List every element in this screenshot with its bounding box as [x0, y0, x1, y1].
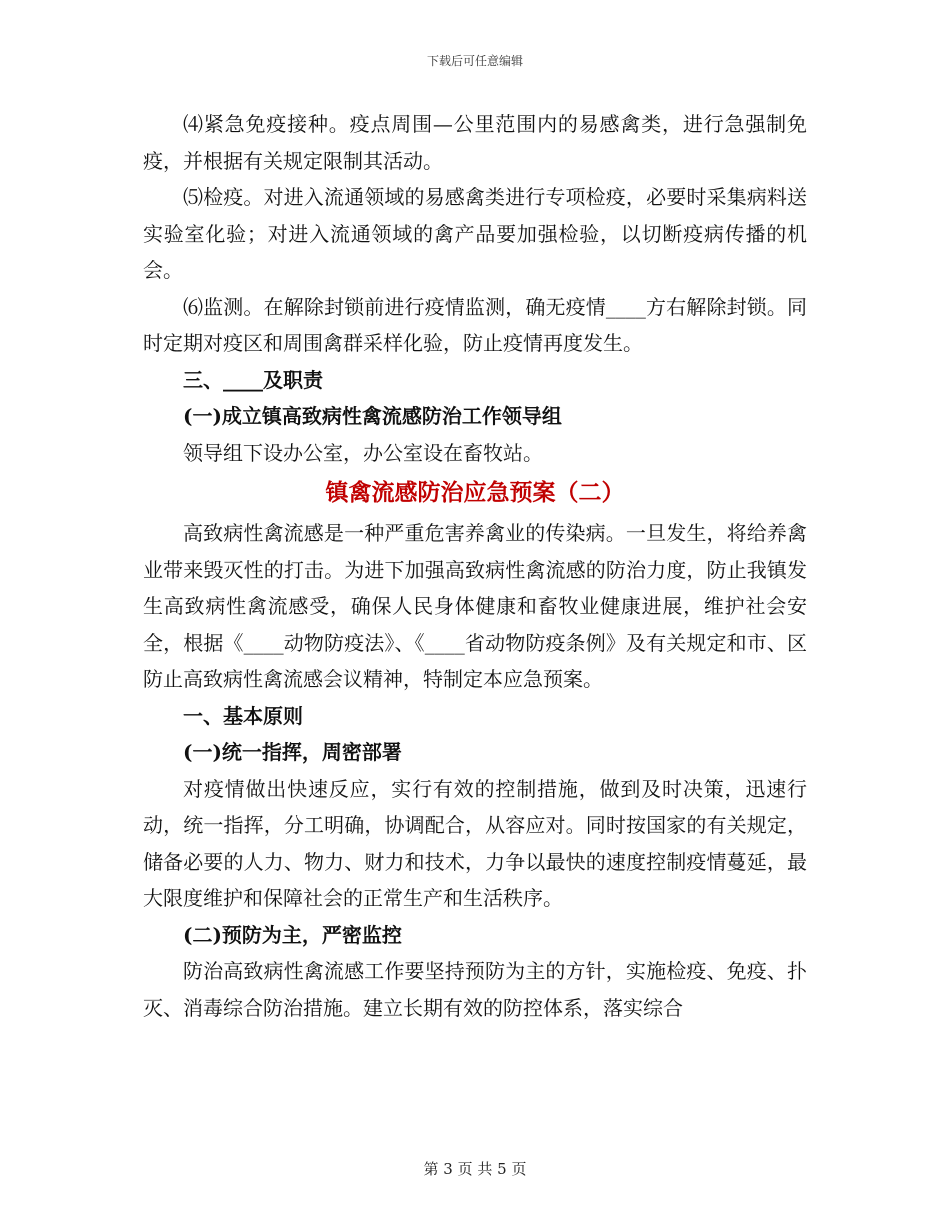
document-title: 镇禽流感防治应急预案（二）	[325, 479, 625, 506]
subheading-prevention-first: (二)预防为主，严密监控	[183, 922, 402, 947]
page-footer: 第 3 页 共 5 页	[423, 1160, 527, 1178]
page-header: 下载后可任意编辑	[426, 54, 523, 68]
paragraph-office: 领导组下设办公室，办公室设在畜牧站。	[183, 440, 543, 465]
paragraph-prevention-first: 防治高致病性禽流感工作要坚持预防为主的方针，实施检疫、免疫、扑灭、消毒综合防治措施。建立长期有效的防控体系，落实综合	[143, 959, 807, 1020]
subheading-leading-group: (一)成立镇高致病性禽流感防治工作领导组	[183, 404, 562, 428]
paragraph-monitoring: ⑹监测。在解除封锁前进行疫情监测，确无疫情____方右解除封锁。同时定期对疫区和周围禽群采样化验，防止疫情再度发生。	[143, 294, 807, 355]
paragraph-quarantine: ⑸检疫。对进入流通领域的易感禽类进行专项检疫，必要时采集病料送实验室化验；对进入流通领域的禽产品要加强检验，以切断疫病传播的机会。	[143, 185, 807, 282]
paragraph-introduction: 高致病性禽流感是一种严重危害养禽业的传染病。一旦发生，将给养禽业带来毁灭性的打击。为进下加强高致病性禽流感的防治力度，防止我镇发生高致病性禽流感受，确保人民身体健康和畜牧业健康进展，维护社会安全，根据《____动物防疫法》、《____省动物防疫条例》及有关规定和市、区防止高致病性禽流感会议精神，特制定本应急预案。	[143, 521, 807, 691]
subheading-unified-command: (一)统一指挥，周密部署	[183, 740, 402, 764]
document-body	[143, 106, 807, 1026]
paragraph-unified-command: 对疫情做出快速反应，实行有效的控制措施，做到及时决策，迅速行动，统一指挥，分工明确，协调配合，从容应对。同时按国家的有关规定，储备必要的人力、物力、财力和技术，力争以最快的速度控制疫情蔓延，最大限度维护和保障社会的正常生产和生活秩序。	[143, 776, 807, 910]
section-heading-basic-principles: 一、基本原则	[183, 703, 303, 728]
paragraph-emergency-vaccination: ⑷紧急免疫接种。疫点周围—公里范围内的易感禽类，进行急强制免疫，并根据有关规定限制其活动。	[143, 112, 807, 173]
section-heading-responsibilities: 三、____及职责	[183, 367, 323, 392]
